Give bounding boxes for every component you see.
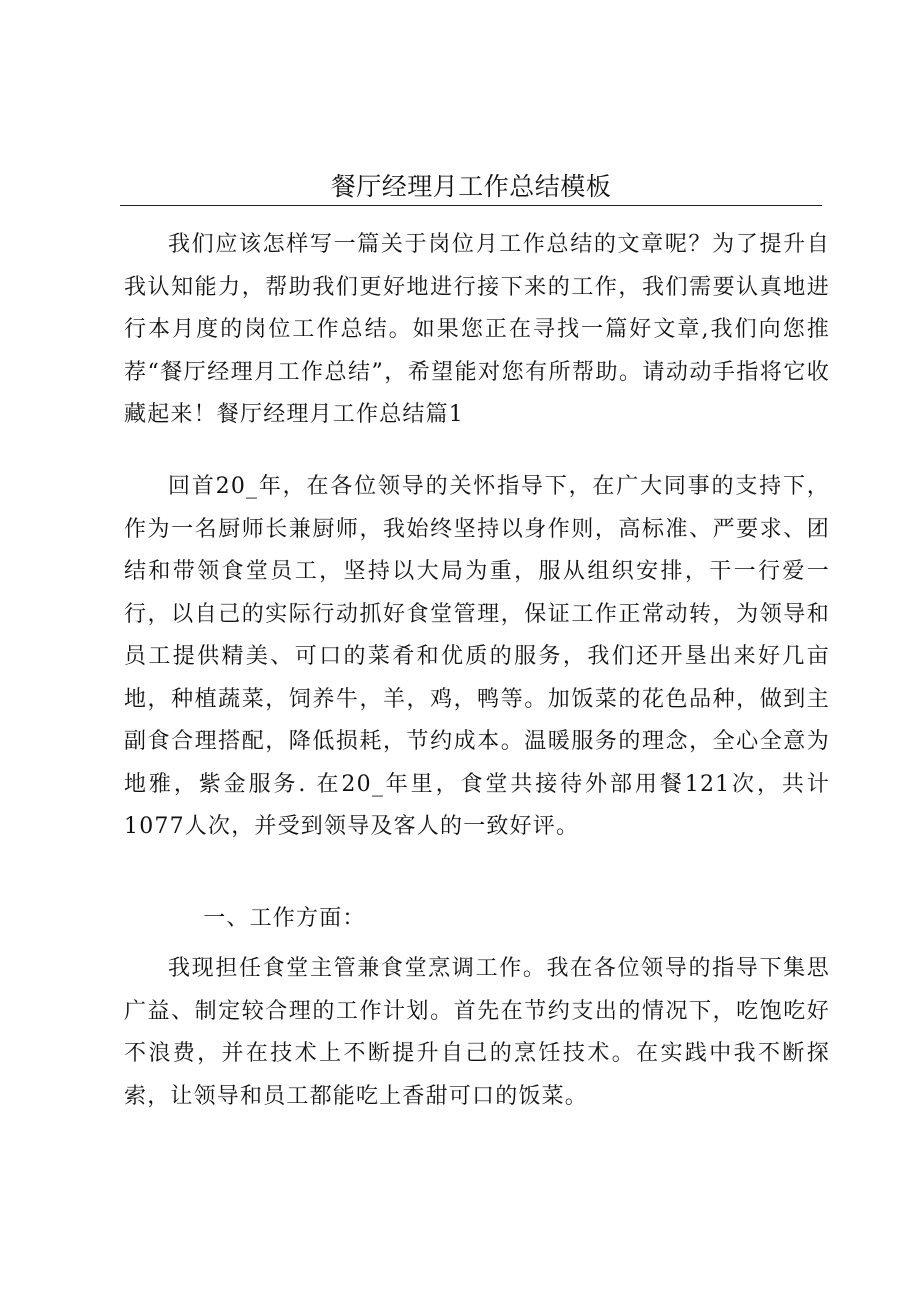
section-heading: 一、工作方面： (203, 906, 366, 931)
page-title: 餐厅经理月工作总结模板 (330, 172, 612, 201)
work-paragraph: 我现担任食堂主管兼食堂烹调工作。我在各位领导的指导下集思广益、制定较合理的工作计划。首先在节约支出的情况下，吃饱吃好不浪费，并在技术上不断提升自己的烹饪技术。在实践中我不断探索，让领导和员工都能吃上香甜可口的饭菜。 (124, 956, 830, 1109)
intro-paragraph: 我们应该怎样写一篇关于岗位月工作总结的文章呢？为了提升自我认知能力，帮助我们更好地进行接下来的工作，我们需要认真地进行本月度的岗位工作总结。如果您正在寻找一篇好文章,我们向您推荐“餐厅经理月工作总结”，希望能对您有所帮助。请动动手指将它收藏起来！餐厅经理月工作总结篇1 (124, 232, 830, 427)
review-paragraph: 回首20_年，在各位领导的关怀指导下，在广大同事的支持下，作为一名厨师长兼厨师，我始终坚持以身作则，高标准、严要求、团结和带领食堂员工，坚持以大局为重，服从组织安排，干一行爱一行，以自己的实际行动抓好食堂管理，保证工作正常动转，为领导和员工提供精美、可口的菜肴和优质的服务，我们还开垦出来好几亩地，种植蔬菜，饲养牛，羊，鸡，鸭等。加饭菜的花色品种，做到主副食合理搭配，降低损耗，节约成本。温暖服务的理念，全心全意为地雅，紫金服务. 在20_年里，食堂共接待外部用餐121次，共计1077人次，并受到领导及客人的一致好评。 (124, 474, 830, 839)
title-underline (120, 205, 822, 206)
